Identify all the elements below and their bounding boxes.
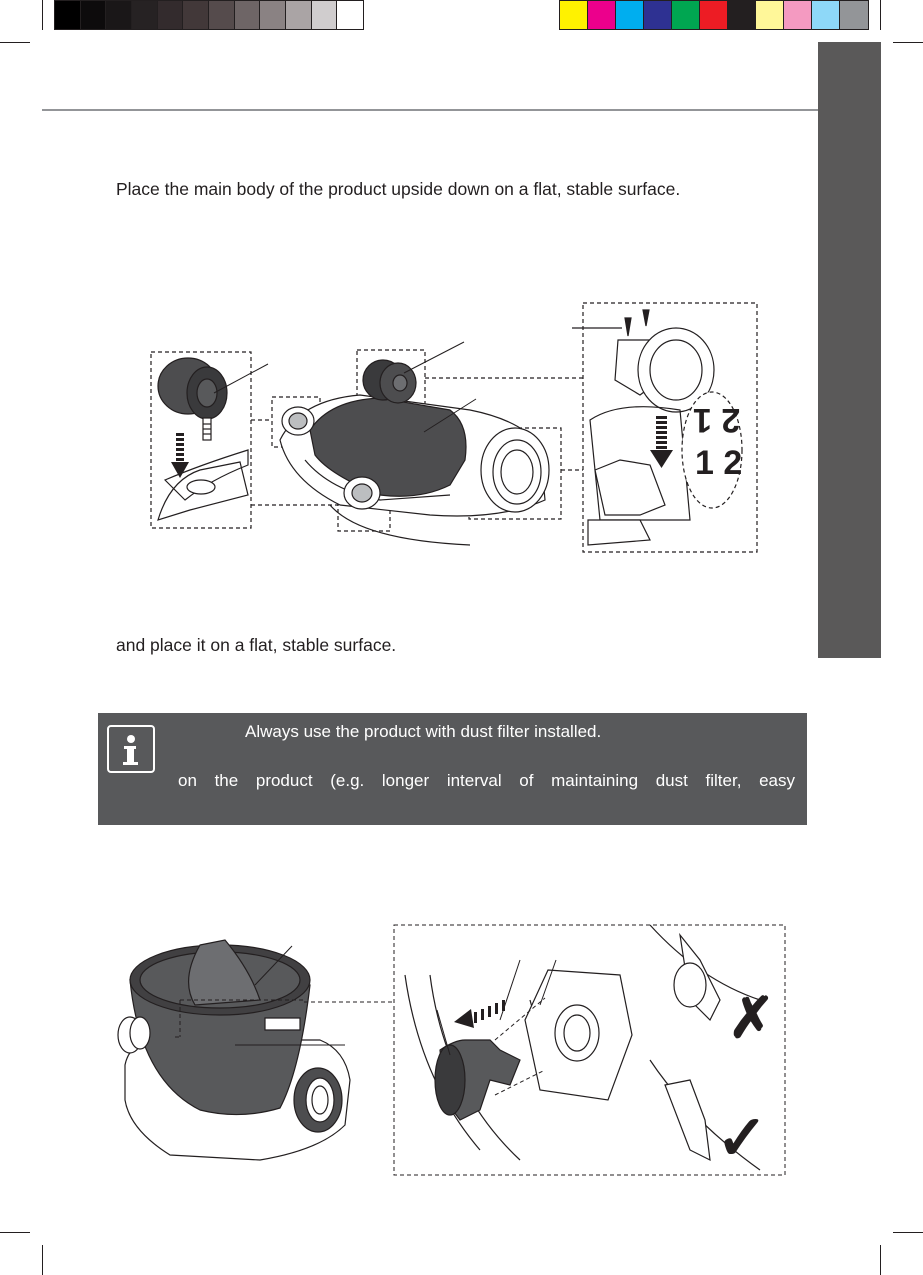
instruction-text-2: and place it on a flat, stable surface. <box>116 635 397 655</box>
correct-mark: ✓ <box>716 1104 768 1173</box>
notice-line-2: on the product (e.g. longer interval of maintaining dust filter, easy <box>178 771 795 790</box>
notice-line-1: Always use the product with dust filter installed. <box>245 722 602 741</box>
instruction-text-1: Place the main body of the product upside down on a flat, stable surface. <box>116 179 681 199</box>
incorrect-mark: ✗ <box>728 986 775 1049</box>
wheel-order-top: 2 1 <box>693 401 741 439</box>
wheel-order-bottom: 1 2 <box>695 444 743 482</box>
